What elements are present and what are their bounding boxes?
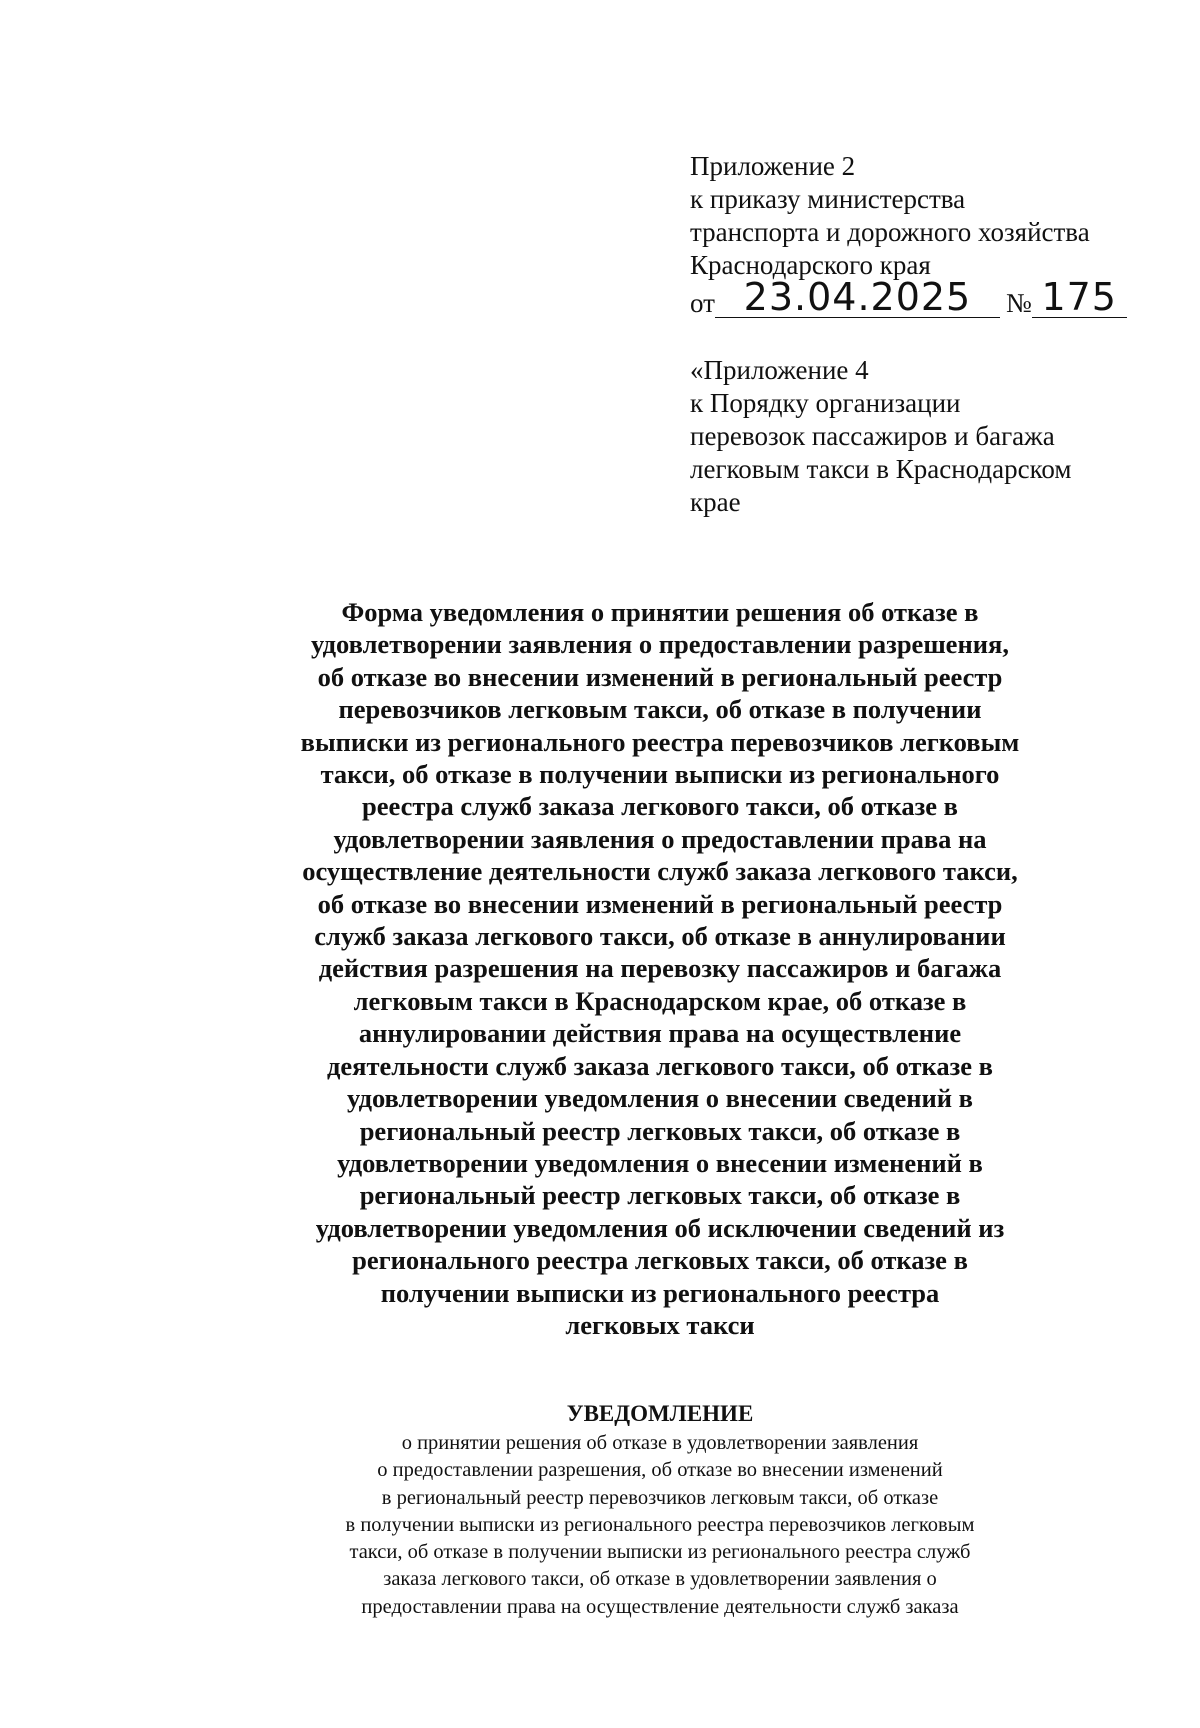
notice-heading: УВЕДОМЛЕНИЕ xyxy=(566,1401,754,1426)
form-title-line: служб заказа легкового такси, об отказе в аннулировании xyxy=(314,921,1006,952)
form-title-line: аннулировании действия права на осуществление xyxy=(358,1018,962,1049)
appendix-line: Приложение 2 xyxy=(690,151,856,181)
form-title-line: действия разрешения на перевозку пассажиров и багажа xyxy=(318,953,1002,984)
appendix-quoted-line: крае xyxy=(690,487,741,517)
form-title-line: регионального реестра легковых такси, об отказе в xyxy=(352,1245,968,1276)
order-from-label: от xyxy=(690,288,715,318)
form-title-line: выписки из регионального реестра перевозчиков легковым xyxy=(300,726,1020,757)
form-title-line: деятельности служб заказа легкового такси, об отказе в xyxy=(327,1050,993,1081)
form-title-line: об отказе во внесении изменений в региональный реестр xyxy=(317,661,1003,692)
form-title-line: об отказе во внесении изменений в региональный реестр xyxy=(317,888,1003,919)
form-title-line: региональный реестр легковых такси, об отказе в xyxy=(359,1115,961,1146)
form-title-line: удовлетворении заявления о предоставлении разрешения, xyxy=(311,629,1009,660)
order-number-label: № xyxy=(1005,288,1032,318)
form-title-line: удовлетворении уведомления о внесении сведений в xyxy=(346,1083,973,1114)
form-title-line: удовлетворении заявления о предоставлении права на xyxy=(333,823,987,854)
form-title xyxy=(200,596,1120,1341)
order-number-handwritten: 175 xyxy=(1032,277,1127,318)
form-title-line: региональный реестр легковых такси, об отказе в xyxy=(359,1180,961,1211)
form-title-line: легковым такси в Краснодарском крае, об отказе в xyxy=(353,985,967,1016)
form-title-line: перевозчиков легковым такси, об отказе в получении xyxy=(338,694,982,725)
notice-line: о предоставлении разрешения, об отказе во внесении изменений xyxy=(377,1459,943,1482)
form-title-line: легковых такси xyxy=(565,1309,755,1340)
form-title-line: удовлетворении уведомления о внесении изменений в xyxy=(337,1147,983,1178)
notice-line: предоставлении права на осуществление деятельности служб заказа xyxy=(361,1595,959,1618)
appendix-line: транспорта и дорожного хозяйства xyxy=(690,217,1090,247)
form-title-line: такси, об отказе в получении выписки из регионального xyxy=(320,759,1000,790)
order-reference xyxy=(690,275,1160,319)
form-title-line: удовлетворении уведомления об исключении сведений из xyxy=(315,1212,1005,1243)
form-title-line: реестра служб заказа легкового такси, об отказе в xyxy=(362,791,958,822)
appendix-quoted-line: легковым такси в Краснодарском xyxy=(690,454,1072,484)
notice-line: о принятии решения об отказе в удовлетворении заявления xyxy=(401,1432,919,1454)
notice-line: заказа легкового такси, об отказе в удовлетворении заявления о xyxy=(383,1568,937,1591)
notice-line: в получении выписки из регионального реестра перевозчиков легковым xyxy=(345,1513,975,1536)
appendix-line: Краснодарского края xyxy=(690,250,931,280)
form-title-line: Форма уведомления о принятии решения об отказе в xyxy=(341,597,979,627)
notice-body xyxy=(200,1430,1120,1621)
notice-line: такси, об отказе в получении выписки из регионального реестра служб xyxy=(349,1541,971,1564)
order-date-handwritten: 23.04.2025 xyxy=(715,277,1000,318)
appendix-header xyxy=(690,150,1160,318)
notice-line: в региональный реестр перевозчиков легковым такси, об отказе xyxy=(381,1486,939,1509)
form-title-line: осуществление деятельности служб заказа легкового такси, xyxy=(302,856,1018,887)
appendix-quoted-line: перевозок пассажиров и багажа xyxy=(690,421,1055,451)
appendix-line: к приказу министерства xyxy=(690,184,966,214)
form-title-line: получении выписки из регионального реестра xyxy=(380,1277,940,1308)
appendix-quoted-header xyxy=(690,354,1160,519)
appendix-quoted-line: «Приложение 4 xyxy=(690,355,869,385)
appendix-quoted-line: к Порядку организации xyxy=(690,388,961,418)
